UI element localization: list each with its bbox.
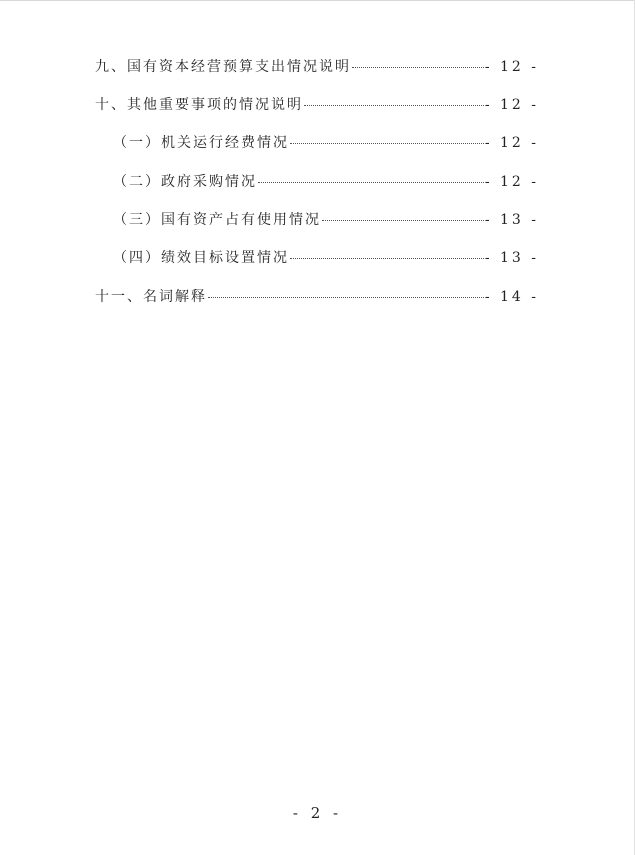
toc-dot-leader	[290, 257, 484, 259]
toc-entry-10-2[interactable]	[113, 173, 539, 191]
toc-entry-11[interactable]	[95, 288, 539, 306]
toc-entry-title: （三）国有资产占有使用情况	[113, 212, 321, 228]
toc-entry-page: - 13 -	[484, 250, 539, 266]
toc-entry-page: - 14 -	[484, 289, 539, 305]
page-top-edge	[0, 0, 635, 1]
toc-dot-leader	[352, 66, 484, 68]
toc-entry-title: 十、其他重要事项的情况说明	[95, 97, 303, 113]
toc-entry-page: - 12 -	[484, 59, 539, 75]
toc-entry-title: （一）机关运行经费情况	[113, 135, 289, 151]
toc-entry-title: 十一、名词解释	[95, 289, 207, 305]
toc-entry-page: - 12 -	[484, 135, 539, 151]
toc-entry-title: 九、国有资本经营预算支出情况说明	[95, 59, 351, 75]
toc-entry-10-3[interactable]	[113, 211, 539, 229]
toc-entry-10-1[interactable]	[113, 134, 539, 152]
footer-page-number: - 2 -	[292, 804, 343, 822]
toc-entry-page: - 12 -	[484, 174, 539, 190]
toc-dot-leader	[304, 104, 484, 106]
toc-dot-leader	[322, 219, 484, 221]
toc-entry-10-4[interactable]	[113, 249, 539, 267]
toc-entry-page: - 12 -	[484, 97, 539, 113]
toc-entry-10[interactable]	[95, 96, 539, 114]
toc-entry-page: - 13 -	[484, 212, 539, 228]
toc-dot-leader	[290, 142, 484, 144]
toc-entry-9[interactable]	[95, 58, 539, 76]
toc-dot-leader	[208, 296, 484, 298]
toc-dot-leader	[258, 181, 484, 183]
toc-entry-title: （四）绩效目标设置情况	[113, 250, 289, 266]
toc-entry-title: （二）政府采购情况	[113, 174, 257, 190]
